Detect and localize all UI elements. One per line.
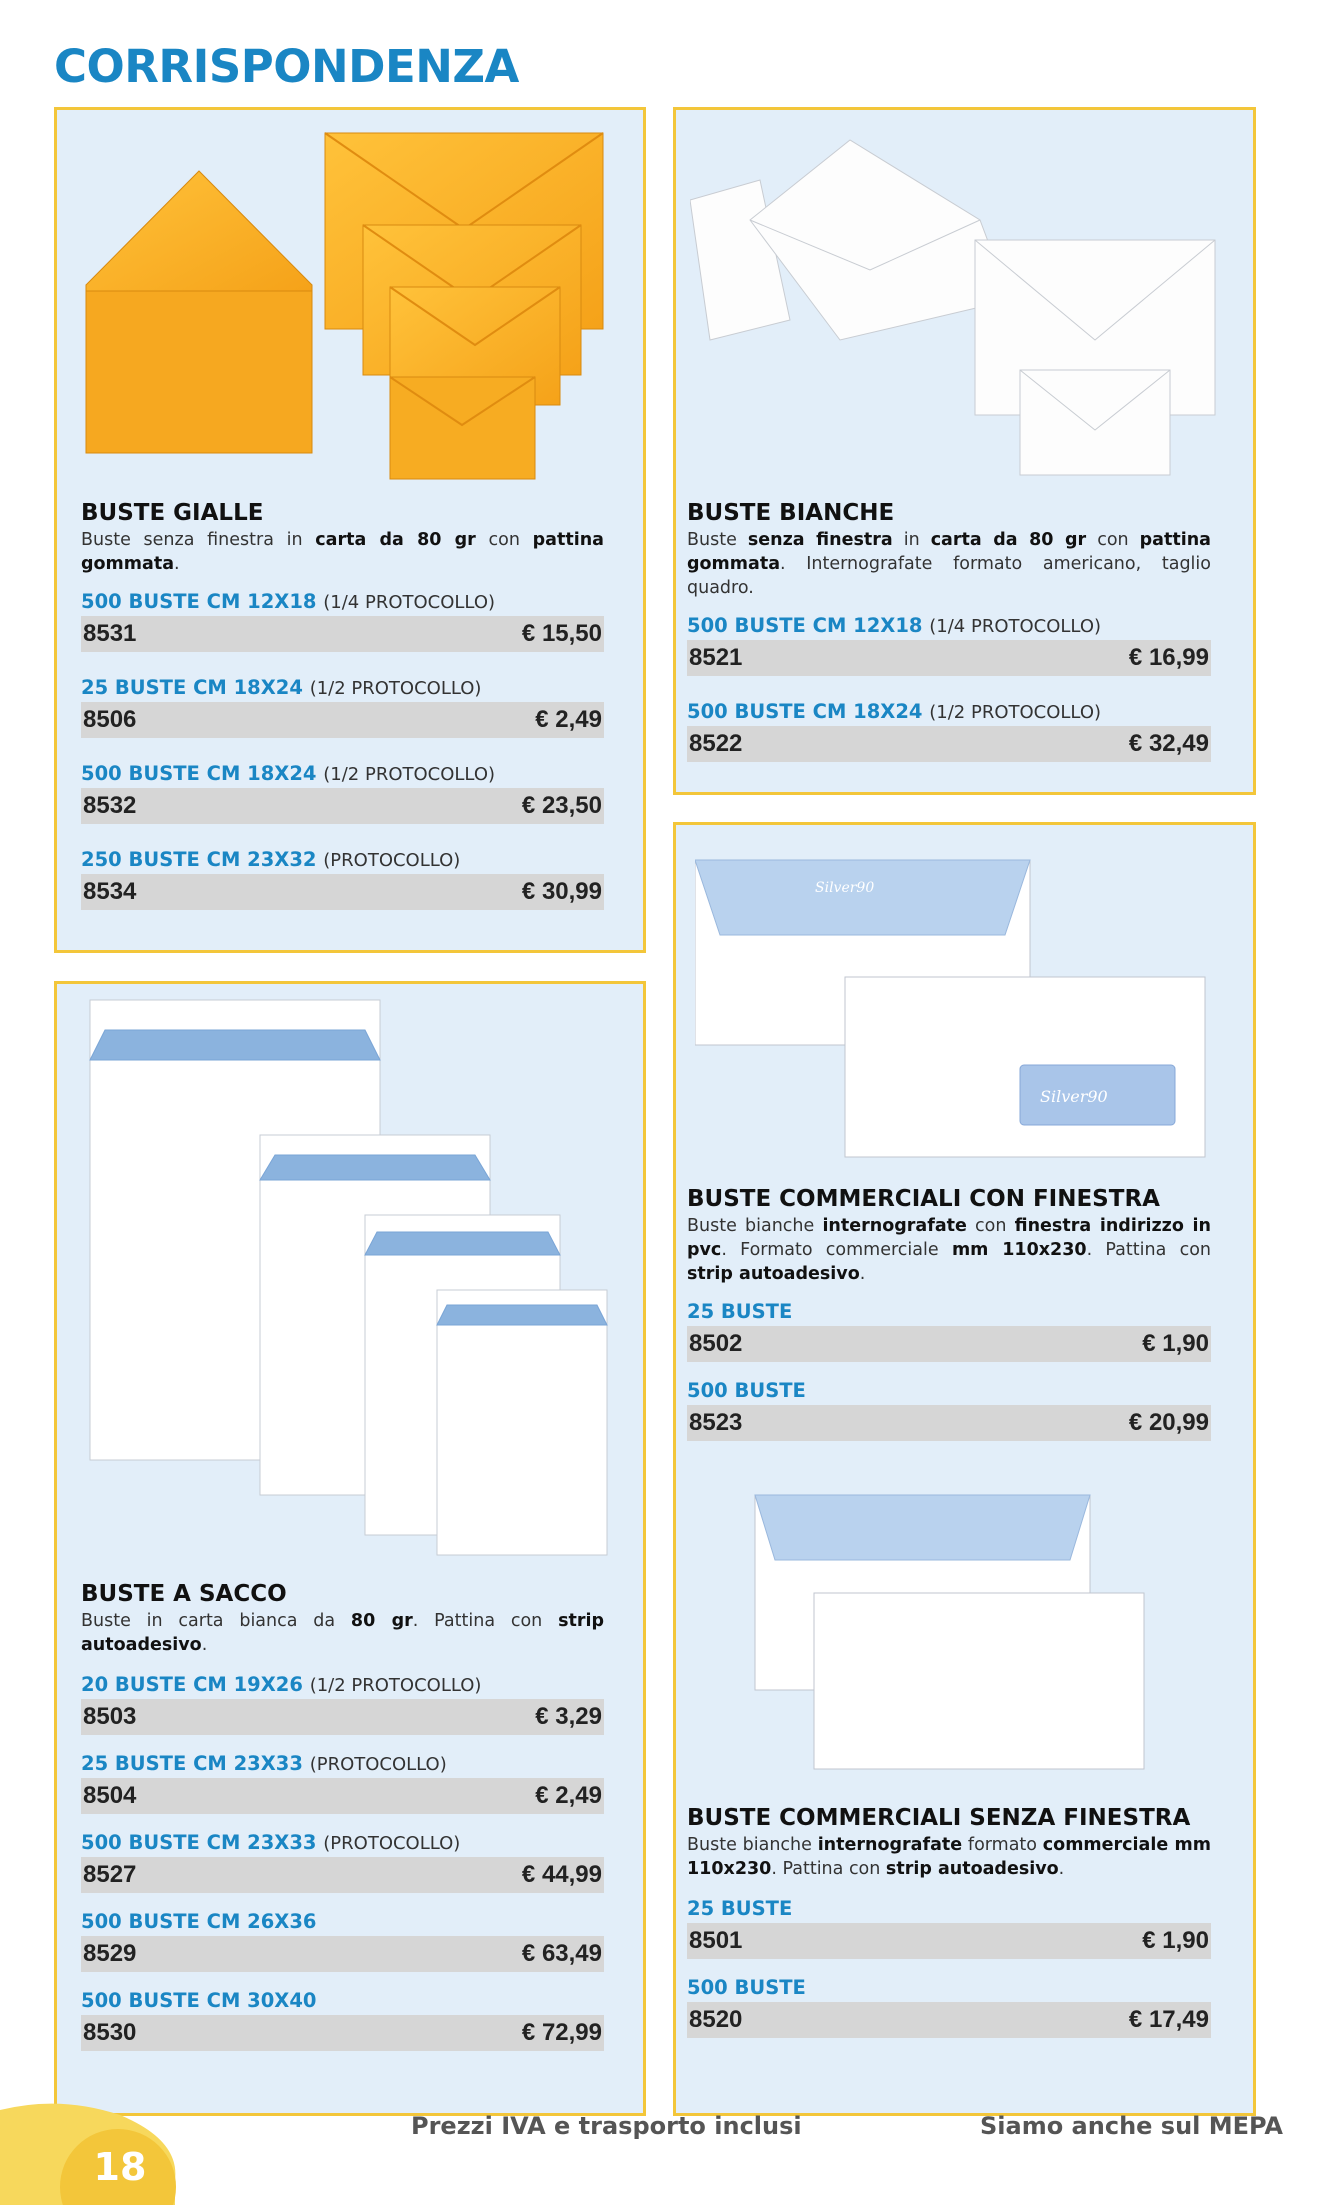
footer-mepa-note: Siamo anche sul MEPA [980,2112,1283,2140]
product-price: € 3,29 [535,1703,602,1730]
section-title: BUSTE BIANCHE [687,500,895,526]
product-code: 8529 [83,1940,137,1967]
yellow-envelopes-image [80,125,620,495]
product-price: € 1,90 [1142,1927,1209,1954]
product-row [687,640,1211,676]
section-title: BUSTE GIALLE [81,500,264,526]
section-title: BUSTE COMMERCIALI CON FINESTRA [687,1186,1160,1212]
product-row [687,1326,1211,1362]
product-row [687,1405,1211,1441]
plain-commercial-envelopes-image [750,1490,1150,1775]
product-code: 8530 [83,2019,137,2046]
section-commerciali-finestra [687,1186,1211,1441]
product-row [687,1923,1211,1959]
product-label: 500 BUSTE [687,1976,806,1999]
section-description: Buste in carta bianca da 80 gr. Pattina con strip autoadesivo. [81,1611,605,1655]
product-price: € 63,49 [521,1940,602,1967]
product-label: 500 BUSTE CM 18X24 (1/2 PROTOCOLLO) [687,700,1102,723]
window-envelopes-image [695,840,1215,1170]
product-label: 500 BUSTE CM 23X33 (PROTOCOLLO) [81,1831,461,1854]
product-price: € 44,99 [521,1861,602,1888]
product-row [81,702,604,738]
section-buste-gialle [81,500,604,910]
product-price: € 30,99 [521,878,602,905]
product-row [687,726,1211,762]
section-buste-bianche [687,500,1211,762]
product-label: 25 BUSTE CM 18X24 (1/2 PROTOCOLLO) [81,676,482,699]
product-row [81,616,604,652]
product-label: 500 BUSTE CM 26X36 [81,1910,317,1933]
product-code: 8501 [689,1927,743,1954]
section-description: Buste bianche internografate formato commerciale mm 110x230. Pattina con strip autoadesivo. [687,1835,1211,1879]
product-price: € 23,50 [521,792,602,819]
section-description: Buste bianche internografate con finestra indirizzo in pvc. Formato commerciale mm 110x230. Pattina con strip autoadesivo. [687,1216,1212,1284]
product-label: 500 BUSTE CM 12X18 (1/4 PROTOCOLLO) [81,590,496,613]
product-label: 20 BUSTE CM 19X26 (1/2 PROTOCOLLO) [81,1673,482,1696]
envelope-window-brand: Silver90 [1040,1087,1108,1106]
section-description: Buste senza finestra in carta da 80 gr con pattina gommata. Internografate formato americano, taglio quadro. [687,530,1211,598]
product-label: 500 BUSTE CM 18X24 (1/2 PROTOCOLLO) [81,762,496,785]
product-row [81,874,604,910]
product-code: 8534 [83,878,137,905]
product-row [81,788,604,824]
product-row [81,1778,604,1814]
section-commerciali-senza-finestra [687,1805,1211,2038]
product-code: 8532 [83,792,137,819]
product-label: 25 BUSTE [687,1300,793,1323]
product-price: € 2,49 [535,706,602,733]
product-label: 250 BUSTE CM 23X32 (PROTOCOLLO) [81,848,461,871]
product-row [81,1857,604,1893]
product-label: 25 BUSTE [687,1897,793,1920]
product-price: € 15,50 [521,620,602,647]
product-label: 500 BUSTE CM 12X18 (1/4 PROTOCOLLO) [687,614,1102,637]
product-price: € 72,99 [521,2019,602,2046]
product-code: 8520 [689,2006,743,2033]
product-row [81,2015,604,2051]
product-price: € 32,49 [1128,730,1209,757]
product-price: € 2,49 [535,1782,602,1809]
white-envelopes-image [690,130,1240,480]
product-label: 25 BUSTE CM 23X33 (PROTOCOLLO) [81,1752,447,1775]
product-price: € 16,99 [1128,644,1209,671]
product-price: € 20,99 [1128,1409,1209,1436]
product-price: € 1,90 [1142,1330,1209,1357]
section-description: Buste senza finestra in carta da 80 gr con pattina gommata. [81,530,604,574]
product-code: 8504 [83,1782,137,1809]
product-code: 8531 [83,620,137,647]
product-code: 8521 [689,644,743,671]
product-code: 8522 [689,730,743,757]
envelope-brand-text: Silver90 [815,880,875,896]
product-label: 500 BUSTE [687,1379,806,1402]
product-code: 8503 [83,1703,137,1730]
section-title: BUSTE COMMERCIALI SENZA FINESTRA [687,1805,1191,1831]
product-label: 500 BUSTE CM 30X40 [81,1989,317,2012]
product-code: 8523 [689,1409,743,1436]
product-code: 8502 [689,1330,743,1357]
product-code: 8506 [83,706,137,733]
product-price: € 17,49 [1128,2006,1209,2033]
product-row [81,1699,604,1735]
product-row [687,2002,1211,2038]
page-title: CORRISPONDENZA [54,40,519,93]
product-code: 8527 [83,1861,137,1888]
section-buste-sacco [81,1581,604,2051]
sacco-envelopes-image [85,990,620,1565]
page-number: 18 [93,2145,147,2189]
product-row [81,1936,604,1972]
footer-prices-note: Prezzi IVA e trasporto inclusi [411,2112,802,2140]
section-title: BUSTE A SACCO [81,1581,287,1607]
